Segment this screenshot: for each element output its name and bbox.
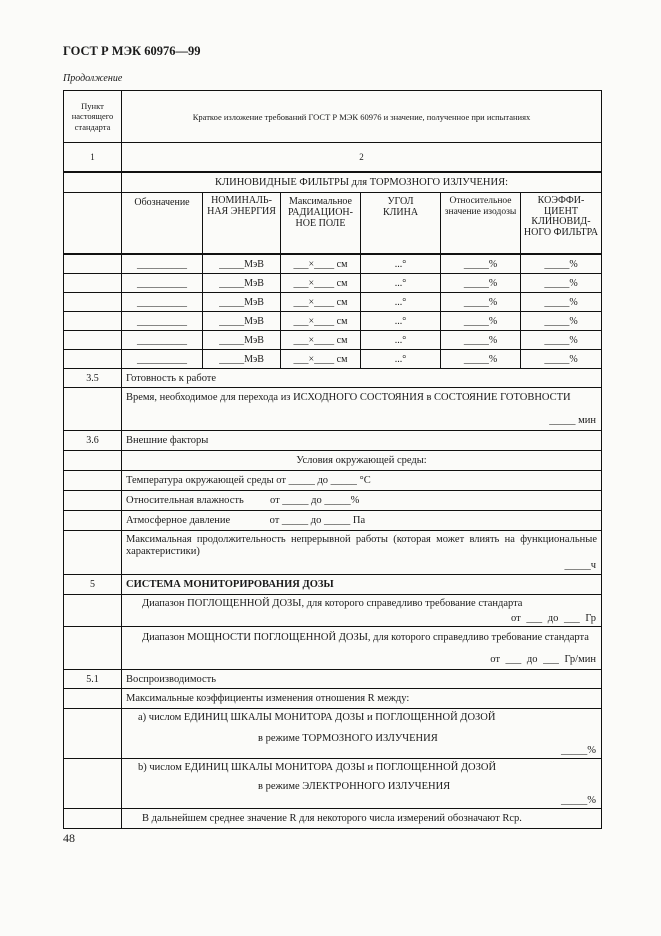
humidity-field[interactable]: Относительная влажность от _____ до _____% xyxy=(126,495,360,506)
filter-cell[interactable]: _____% xyxy=(544,334,578,346)
filter-cell[interactable]: __________ xyxy=(122,293,203,311)
table-num-row xyxy=(64,143,601,173)
filter-cell[interactable]: _____% xyxy=(441,293,521,311)
section-title: Воспроизводимость xyxy=(126,673,217,685)
section-num: 5.1 xyxy=(64,670,122,688)
filter-cell[interactable]: ...° xyxy=(361,293,441,311)
filter-cell[interactable]: __________ xyxy=(122,274,203,292)
continuation-label: Продолжение xyxy=(63,73,123,84)
section-title: Внешние факторы xyxy=(126,435,209,446)
dose-rate-range-text: Диапазон МОЩНОСТИ ПОГЛОЩЕННОЙ ДОЗЫ, для которого справедливо требование стандарта от ___ до ___ Гр/мин xyxy=(142,632,596,666)
filter-cell[interactable]: _____МэВ xyxy=(203,274,281,292)
filter-cell[interactable]: _____% xyxy=(544,258,578,270)
filters-col-factor: КОЭФФИ-ЦИЕНТ КЛИНОВИД-НОГО ФИЛЬТРА xyxy=(523,195,599,238)
filters-title: КЛИНОВИДНЫЕ ФИЛЬТРЫ для ТОРМОЗНОГО ИЗЛУЧЕНИЯ: xyxy=(214,177,509,188)
filter-cell[interactable]: ...° xyxy=(361,331,441,349)
filter-cell[interactable]: _____% xyxy=(441,350,521,368)
item-b xyxy=(122,759,601,808)
filter-cell[interactable]: ...° xyxy=(361,312,441,330)
filter-cell[interactable]: __________ xyxy=(122,350,203,368)
filters-title-row xyxy=(64,173,601,193)
filter-cell[interactable]: ___×____ см xyxy=(281,255,361,273)
filter-cell[interactable]: ___×____ см xyxy=(281,350,361,368)
filter-cell[interactable]: _____% xyxy=(441,255,521,273)
filter-cell[interactable]: ...° xyxy=(361,274,441,292)
col1-header: Пункт настоящего стандарта xyxy=(64,91,122,142)
filter-cell[interactable]: _____% xyxy=(544,315,578,327)
dose-rate-range-value[interactable]: от ___ до ___ Гр/мин xyxy=(490,654,596,666)
item-a xyxy=(122,709,601,758)
duration-text: Максимальная продолжительность непрерывной работы (которая может влиять на функциональные характеристики) _____ч xyxy=(126,534,597,571)
coefficients-text: Максимальные коэффициенты изменения отношения R между: xyxy=(126,693,410,704)
filter-cell[interactable]: _____МэВ xyxy=(203,312,281,330)
filters-col-energy: НОМИНАЛЬ-НАЯ ЭНЕРГИЯ xyxy=(203,193,281,253)
conditions-label: Условия окружающей среды: xyxy=(296,455,427,466)
section-5-row xyxy=(64,575,601,595)
page-number: 48 xyxy=(63,831,75,845)
section-3-6-row xyxy=(64,431,601,451)
requirements-table xyxy=(63,90,602,829)
document-id: ГОСТ Р МЭК 60976—99 xyxy=(63,44,201,58)
filter-cell[interactable]: _____% xyxy=(544,296,578,308)
filter-cell[interactable]: _____МэВ xyxy=(203,255,281,273)
filter-cell[interactable]: __________ xyxy=(122,255,203,273)
readiness-row xyxy=(64,388,601,431)
section-num: 3.5 xyxy=(64,369,122,387)
col2-header: Краткое изложение требований ГОСТ Р МЭК 60976 и значение, полученное при испытаниях xyxy=(192,111,531,122)
mean-note: В дальнейшем среднее значение R для некоторого числа измерений обозначают Rср. xyxy=(142,813,522,824)
filter-cell[interactable]: _____МэВ xyxy=(203,350,281,368)
filter-cell[interactable]: __________ xyxy=(122,331,203,349)
section-title: СИСТЕМА МОНИТОРИРОВАНИЯ ДОЗЫ xyxy=(126,579,334,590)
filter-row xyxy=(64,350,601,369)
filter-cell[interactable]: __________ xyxy=(122,312,203,330)
filters-col-field: Максимальное РАДИАЦИОН-НОЕ ПОЛЕ xyxy=(281,193,361,253)
section-5-1-row xyxy=(64,670,601,689)
filters-col-isodose: Относительное значение изодозы xyxy=(441,193,521,253)
filters-col-angle: УГОЛ КЛИНА xyxy=(361,193,441,253)
section-title: Готовность к работе xyxy=(126,372,217,384)
section-3-5-row xyxy=(64,369,601,388)
filters-header-row xyxy=(64,193,601,255)
item-a-line2: в режиме ТОРМОЗНОГО ИЗЛУЧЕНИЯ xyxy=(258,733,438,744)
filter-cell[interactable]: ___×____ см xyxy=(281,312,361,330)
filter-row xyxy=(64,274,601,293)
col2-num: 2 xyxy=(359,152,364,162)
filter-cell[interactable]: ___×____ см xyxy=(281,274,361,292)
duration-value[interactable]: _____ч xyxy=(564,559,596,571)
filter-cell[interactable]: ___×____ см xyxy=(281,293,361,311)
filter-cell[interactable]: ...° xyxy=(361,350,441,368)
filter-cell[interactable]: _____% xyxy=(441,274,521,292)
filter-row xyxy=(64,312,601,331)
pressure-field[interactable]: Атмосферное давление от _____ до _____ Па xyxy=(126,515,366,526)
item-a-line1: а) числом ЕДИНИЦ ШКАЛЫ МОНИТОРА ДОЗЫ и ПОГЛОЩЕННОЙ ДОЗОЙ xyxy=(138,712,496,723)
temperature-field[interactable]: Температура окружающей среды от _____ до _____ °С xyxy=(126,475,371,486)
readiness-value[interactable]: _____ мин xyxy=(549,414,596,426)
filter-cell[interactable]: ___×____ см xyxy=(281,331,361,349)
filter-row xyxy=(64,293,601,312)
filter-row xyxy=(64,255,601,274)
filter-cell[interactable]: _____МэВ xyxy=(203,293,281,311)
readiness-text: Время, необходимое для перехода из ИСХОДНОГО СОСТОЯНИЯ в СОСТОЯНИЕ ГОТОВНОСТИ _____ мин xyxy=(126,392,596,426)
filter-cell[interactable]: _____МэВ xyxy=(203,331,281,349)
filter-cell[interactable]: _____% xyxy=(441,312,521,330)
filter-row xyxy=(64,331,601,350)
dose-range-value[interactable]: от ___ до ___ Гр xyxy=(511,613,596,624)
col1-num: 1 xyxy=(64,143,122,171)
section-num: 3.6 xyxy=(64,431,122,450)
filter-cell[interactable]: ...° xyxy=(361,255,441,273)
table-header-row xyxy=(64,91,601,143)
filters-col-designation: Обозначение xyxy=(122,193,203,253)
item-b-value[interactable]: _____% xyxy=(561,795,596,806)
dose-range-text: Диапазон ПОГЛОЩЕННОЙ ДОЗЫ, для которого справедливо требование стандарта от ___ до ___ Гр xyxy=(142,598,596,624)
item-b-line2: в режиме ЭЛЕКТРОННОГО ИЗЛУЧЕНИЯ xyxy=(258,781,451,792)
filter-cell[interactable]: _____% xyxy=(544,353,578,365)
filter-cell[interactable]: _____% xyxy=(544,277,578,289)
item-a-value[interactable]: _____% xyxy=(561,745,596,756)
item-b-line1: b) числом ЕДИНИЦ ШКАЛЫ МОНИТОРА ДОЗЫ и ПОГЛОЩЕННОЙ ДОЗОЙ xyxy=(138,762,497,773)
filter-cell[interactable]: _____% xyxy=(441,331,521,349)
section-num: 5 xyxy=(64,575,122,594)
